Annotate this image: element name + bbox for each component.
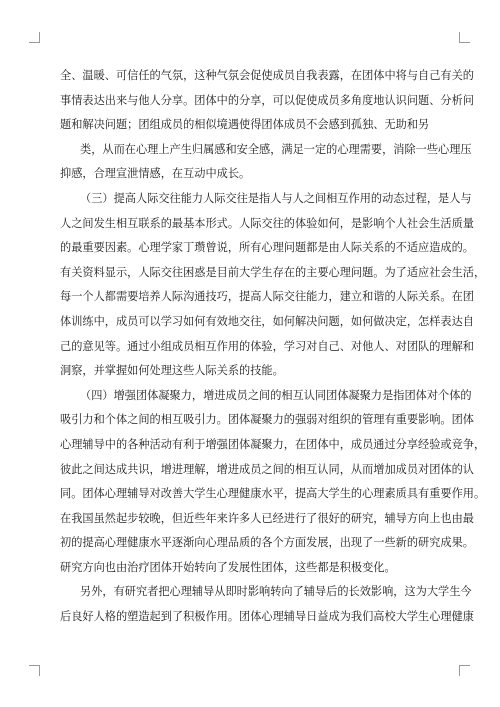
- text-line: 事情表达出来与他人分享。团体中的分享，可以促使成员多角度地认识问题、分析问: [60, 93, 474, 107]
- crop-mark-bottom-right: [459, 665, 470, 676]
- text-line: 在我国虽然起步较晚，但近些年来许多人已经进行了很好的研究，辅导方向上也由最: [60, 511, 474, 525]
- text-line: 己的意见等。通过小组成员相互作用的体验，学习对自己、对他人、对团队的理解和: [60, 339, 474, 353]
- text-line: 有关资料显示，人际交往困惑是目前大学生存在的主要心理问题。为了适应社会生活，: [60, 265, 486, 279]
- text-line: 研究方向也由治疗团体开始转向了发展性团体，这些都是积极变化。: [60, 560, 396, 574]
- text-line: 题和解决问题；团组成员的相似境遇使得团体成员不会感到孤独、无助和另: [60, 118, 430, 132]
- text-line: 每一个人都需要培养人际沟通技巧，提高人际交往能力，建立和谐的人际关系。在团: [60, 290, 474, 304]
- text-line: 人之间发生相互联系的最基本形式。人际交往的体验如何，是影响个人社会生活质量: [60, 216, 474, 230]
- text-line: 吸引力和个体之间的相互吸引力。团体凝聚力的强弱对组织的管理有重要影响。团体: [60, 413, 474, 427]
- text-line: 洞察，并掌握如何处理这些人际关系的技能。: [60, 364, 284, 378]
- text-line: （三）提高人际交往能力人际交往是指人与人之间相互作用的动态过程，是人与: [80, 191, 472, 205]
- crop-mark-top-right: [459, 32, 470, 43]
- crop-mark-bottom-left: [29, 665, 40, 676]
- text-line: 初的提高心理健康水平逐渐向心理品质的各个方面发展，出现了一些新的研究成果。: [60, 536, 474, 550]
- text-line: 另外，有研究者把心理辅导从即时影响转向了辅导后的长效影响，这为大学生今: [80, 585, 472, 599]
- text-line: 后良好人格的塑造起到了积极作用。团体心理辅导日益成为我们高校大学生心理健康: [60, 610, 474, 624]
- text-line: 抑感，合理宣泄情感，在互动中成长。: [60, 167, 251, 181]
- document-body: [60, 64, 486, 630]
- text-line: 体训练中，成员可以学习如何有效地交往，如何解决问题，如何做决定，怎样表达自: [60, 314, 474, 328]
- text-line: 全、温暖、可信任的气氛，这种气氛会促使成员自我表露，在团体中将与自己有关的: [60, 69, 474, 82]
- text-line: 彼此之间达成共识，增进理解，增进成员之间的相互认同，从而增加成员对团体的认: [60, 462, 474, 476]
- text-line: 的最重要因素。心理学家丁瓒曾说，所有心理问题都是由人际关系的不适应造成的。: [60, 241, 474, 255]
- text-line: 同。团体心理辅导对改善大学生心理健康水平，提高大学生的心理素质具有重要作用。: [60, 487, 486, 501]
- text-line: （四）增强团体凝聚力，增进成员之间的相互认同团体凝聚力是指团体对个体的: [80, 388, 472, 402]
- text-line: 心理辅导中的各种活动有利于增强团体凝聚力，在团体中，成员通过分享经验或竞争，: [60, 437, 486, 451]
- crop-mark-top-left: [29, 32, 40, 43]
- text-line: 类，从而在心理上产生归属感和安全感，满足一定的心理需要，消除一些心理压: [80, 142, 472, 156]
